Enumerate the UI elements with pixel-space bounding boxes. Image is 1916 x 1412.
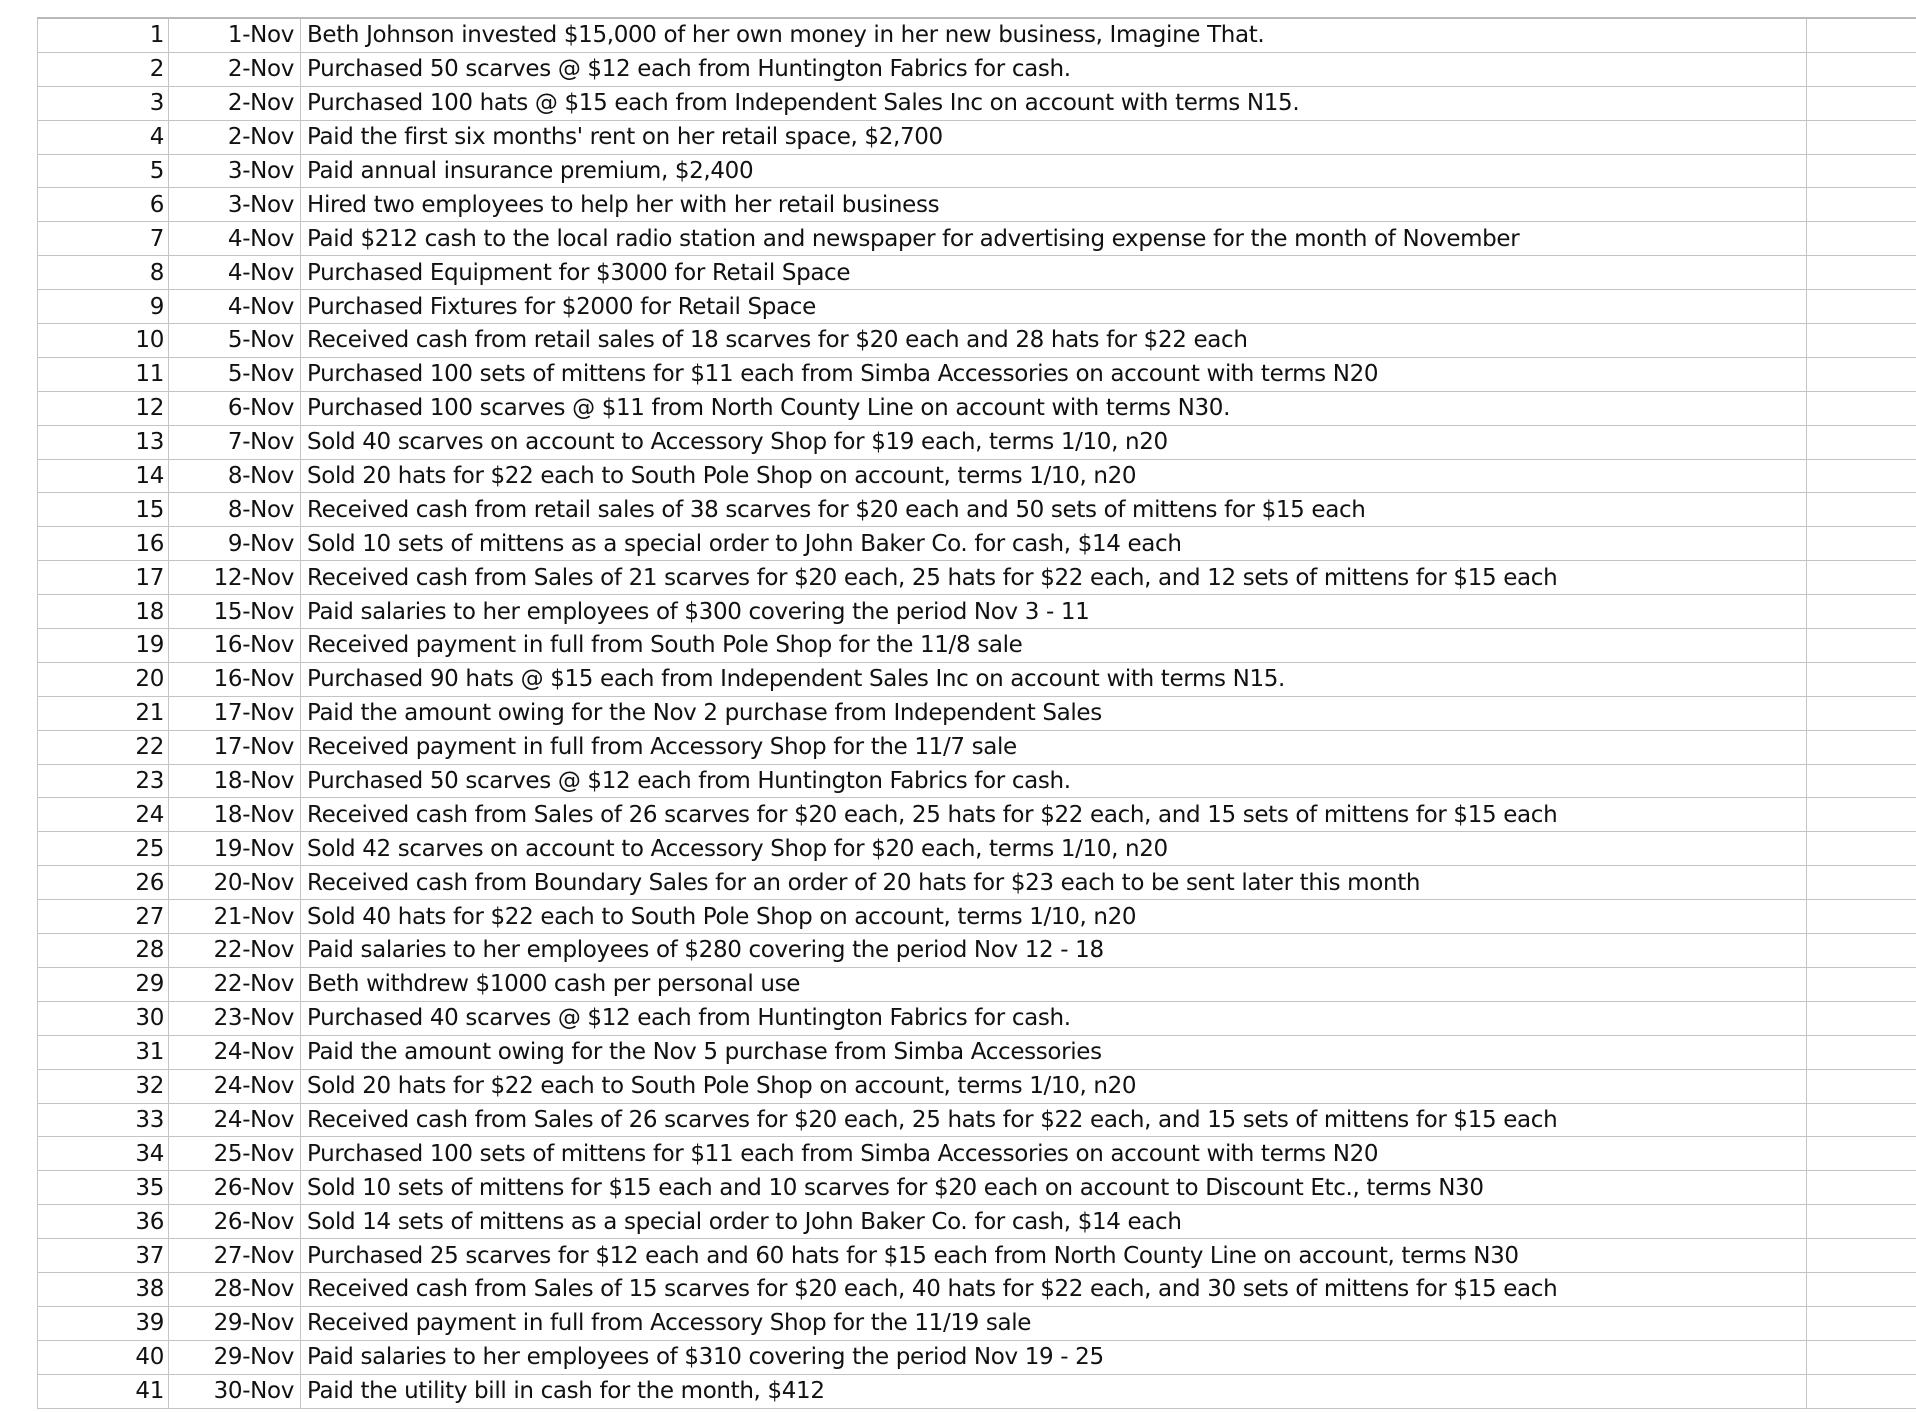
description-cell[interactable]: Paid salaries to her employees of $300 covering the period Nov 3 - 11 bbox=[301, 595, 1807, 628]
row-number-cell[interactable]: 29 bbox=[37, 968, 169, 1001]
date-cell[interactable]: 19-Nov bbox=[169, 832, 301, 865]
description-cell[interactable]: Paid $212 cash to the local radio station and newspaper for advertising expense for the month of November bbox=[301, 222, 1807, 255]
description-cell[interactable]: Sold 10 sets of mittens as a special order to John Baker Co. for cash, $14 each bbox=[301, 527, 1807, 560]
row-number-cell[interactable]: 23 bbox=[37, 765, 169, 798]
row-number-cell[interactable]: 7 bbox=[37, 222, 169, 255]
empty-cell[interactable] bbox=[1807, 324, 1916, 357]
empty-cell[interactable] bbox=[1807, 934, 1916, 967]
description-cell[interactable]: Purchased 25 scarves for $12 each and 60 hats for $15 each from North County Line on account, terms N30 bbox=[301, 1239, 1807, 1272]
description-cell[interactable]: Sold 42 scarves on account to Accessory Shop for $20 each, terms 1/10, n20 bbox=[301, 832, 1807, 865]
table-row bbox=[37, 188, 1916, 222]
description-cell[interactable]: Received cash from Boundary Sales for an order of 20 hats for $23 each to be sent later this month bbox=[301, 866, 1807, 899]
empty-cell[interactable] bbox=[1807, 1137, 1916, 1170]
description-cell[interactable]: Purchased 100 sets of mittens for $11 each from Simba Accessories on account with terms N20 bbox=[301, 1137, 1807, 1170]
empty-cell[interactable] bbox=[1807, 222, 1916, 255]
empty-cell[interactable] bbox=[1807, 1171, 1916, 1204]
row-number-cell[interactable]: 32 bbox=[37, 1070, 169, 1103]
table-row bbox=[37, 832, 1916, 866]
empty-cell[interactable] bbox=[1807, 155, 1916, 188]
row-number-cell[interactable]: 34 bbox=[37, 1137, 169, 1170]
row-number-cell[interactable]: 14 bbox=[37, 460, 169, 493]
row-number-cell[interactable]: 25 bbox=[37, 832, 169, 865]
row-number-cell[interactable]: 40 bbox=[37, 1341, 169, 1374]
empty-cell[interactable] bbox=[1807, 121, 1916, 154]
table-row bbox=[37, 155, 1916, 189]
table-row bbox=[37, 595, 1916, 629]
empty-cell[interactable] bbox=[1807, 595, 1916, 628]
description-cell[interactable]: Hired two employees to help her with her retail business bbox=[301, 188, 1807, 221]
date-cell[interactable]: 29-Nov bbox=[169, 1307, 301, 1340]
description-cell[interactable]: Sold 40 hats for $22 each to South Pole Shop on account, terms 1/10, n20 bbox=[301, 900, 1807, 933]
table-row bbox=[37, 900, 1916, 934]
row-number-cell[interactable]: 31 bbox=[37, 1036, 169, 1069]
empty-cell[interactable] bbox=[1807, 256, 1916, 289]
empty-cell[interactable] bbox=[1807, 19, 1916, 52]
row-number-cell[interactable]: 13 bbox=[37, 426, 169, 459]
row-number-cell[interactable]: 21 bbox=[37, 697, 169, 730]
date-cell[interactable]: 22-Nov bbox=[169, 968, 301, 1001]
row-number-cell[interactable]: 4 bbox=[37, 121, 169, 154]
row-number-cell[interactable]: 9 bbox=[37, 290, 169, 323]
row-number-cell[interactable]: 5 bbox=[37, 155, 169, 188]
table-row bbox=[37, 1307, 1916, 1341]
date-cell[interactable]: 20-Nov bbox=[169, 866, 301, 899]
description-cell[interactable]: Paid salaries to her employees of $310 covering the period Nov 19 - 25 bbox=[301, 1341, 1807, 1374]
table-row bbox=[37, 663, 1916, 697]
date-cell[interactable]: 3-Nov bbox=[169, 188, 301, 221]
empty-cell[interactable] bbox=[1807, 1273, 1916, 1306]
table-row bbox=[37, 1171, 1916, 1205]
date-cell[interactable]: 28-Nov bbox=[169, 1273, 301, 1306]
table-row bbox=[37, 968, 1916, 1002]
description-cell[interactable]: Purchased Fixtures for $2000 for Retail Space bbox=[301, 290, 1807, 323]
empty-cell[interactable] bbox=[1807, 629, 1916, 662]
table-row bbox=[37, 1341, 1916, 1375]
date-cell[interactable]: 29-Nov bbox=[169, 1341, 301, 1374]
table-row bbox=[37, 629, 1916, 663]
row-number-cell[interactable]: 6 bbox=[37, 188, 169, 221]
description-cell[interactable]: Received cash from retail sales of 18 scarves for $20 each and 28 hats for $22 each bbox=[301, 324, 1807, 357]
table-row bbox=[37, 1375, 1916, 1409]
empty-cell[interactable] bbox=[1807, 460, 1916, 493]
table-row bbox=[37, 1273, 1916, 1307]
table-row bbox=[37, 493, 1916, 527]
empty-cell[interactable] bbox=[1807, 87, 1916, 120]
row-number-cell[interactable]: 16 bbox=[37, 527, 169, 560]
table-row bbox=[37, 1002, 1916, 1036]
table-row bbox=[37, 460, 1916, 494]
row-number-cell[interactable]: 20 bbox=[37, 663, 169, 696]
date-cell[interactable]: 4-Nov bbox=[169, 256, 301, 289]
row-number-cell[interactable]: 36 bbox=[37, 1205, 169, 1238]
description-cell[interactable]: Purchased 100 sets of mittens for $11 each from Simba Accessories on account with terms N20 bbox=[301, 358, 1807, 391]
row-number-cell[interactable]: 30 bbox=[37, 1002, 169, 1035]
empty-cell[interactable] bbox=[1807, 1205, 1916, 1238]
row-number-cell[interactable]: 37 bbox=[37, 1239, 169, 1272]
row-number-cell[interactable]: 22 bbox=[37, 731, 169, 764]
date-cell[interactable]: 25-Nov bbox=[169, 1137, 301, 1170]
row-number-cell[interactable]: 26 bbox=[37, 866, 169, 899]
description-cell[interactable]: Received payment in full from Accessory Shop for the 11/19 sale bbox=[301, 1307, 1807, 1340]
table-row bbox=[37, 256, 1916, 290]
table-row bbox=[37, 358, 1916, 392]
description-cell[interactable]: Beth withdrew $1000 cash per personal use bbox=[301, 968, 1807, 1001]
empty-cell[interactable] bbox=[1807, 188, 1916, 221]
row-number-cell[interactable]: 27 bbox=[37, 900, 169, 933]
description-cell[interactable]: Sold 14 sets of mittens as a special order to John Baker Co. for cash, $14 each bbox=[301, 1205, 1807, 1238]
date-cell[interactable]: 24-Nov bbox=[169, 1070, 301, 1103]
empty-cell[interactable] bbox=[1807, 561, 1916, 594]
date-cell[interactable]: 17-Nov bbox=[169, 731, 301, 764]
table-row bbox=[37, 1239, 1916, 1273]
description-cell[interactable]: Purchased 90 hats @ $15 each from Independent Sales Inc on account with terms N15. bbox=[301, 663, 1807, 696]
description-cell[interactable]: Purchased 50 scarves @ $12 each from Huntington Fabrics for cash. bbox=[301, 765, 1807, 798]
date-cell[interactable]: 2-Nov bbox=[169, 87, 301, 120]
table-row bbox=[37, 1070, 1916, 1104]
description-cell[interactable]: Purchased 50 scarves @ $12 each from Huntington Fabrics for cash. bbox=[301, 53, 1807, 86]
row-number-cell[interactable]: 11 bbox=[37, 358, 169, 391]
date-cell[interactable]: 21-Nov bbox=[169, 900, 301, 933]
empty-cell[interactable] bbox=[1807, 1036, 1916, 1069]
empty-cell[interactable] bbox=[1807, 426, 1916, 459]
description-cell[interactable]: Received cash from Sales of 21 scarves for $20 each, 25 hats for $22 each, and 12 sets of mittens for $15 each bbox=[301, 561, 1807, 594]
row-number-cell[interactable]: 15 bbox=[37, 493, 169, 526]
description-cell[interactable]: Beth Johnson invested $15,000 of her own money in her new business, Imagine That. bbox=[301, 19, 1807, 52]
date-cell[interactable]: 17-Nov bbox=[169, 697, 301, 730]
empty-cell[interactable] bbox=[1807, 765, 1916, 798]
row-number-cell[interactable]: 2 bbox=[37, 53, 169, 86]
date-cell[interactable]: 3-Nov bbox=[169, 155, 301, 188]
table-row bbox=[37, 934, 1916, 968]
date-cell[interactable]: 4-Nov bbox=[169, 222, 301, 255]
date-cell[interactable]: 12-Nov bbox=[169, 561, 301, 594]
table-row bbox=[37, 697, 1916, 731]
empty-cell[interactable] bbox=[1807, 663, 1916, 696]
date-cell[interactable]: 22-Nov bbox=[169, 934, 301, 967]
description-cell[interactable]: Purchased 40 scarves @ $12 each from Huntington Fabrics for cash. bbox=[301, 1002, 1807, 1035]
date-cell[interactable]: 16-Nov bbox=[169, 663, 301, 696]
empty-cell[interactable] bbox=[1807, 1307, 1916, 1340]
empty-cell[interactable] bbox=[1807, 1341, 1916, 1374]
empty-cell[interactable] bbox=[1807, 1002, 1916, 1035]
description-cell[interactable]: Received cash from Sales of 15 scarves for $20 each, 40 hats for $22 each, and 30 sets of mittens for $15 each bbox=[301, 1273, 1807, 1306]
description-cell[interactable]: Sold 20 hats for $22 each to South Pole Shop on account, terms 1/10, n20 bbox=[301, 1070, 1807, 1103]
row-number-cell[interactable]: 10 bbox=[37, 324, 169, 357]
description-cell[interactable]: Paid salaries to her employees of $280 covering the period Nov 12 - 18 bbox=[301, 934, 1807, 967]
row-number-cell[interactable]: 33 bbox=[37, 1104, 169, 1137]
description-cell[interactable]: Received cash from Sales of 26 scarves for $20 each, 25 hats for $22 each, and 15 sets of mittens for $15 each bbox=[301, 1104, 1807, 1137]
table-row bbox=[37, 527, 1916, 561]
description-cell[interactable]: Sold 10 sets of mittens for $15 each and 10 scarves for $20 each on account to Discount Etc., terms N30 bbox=[301, 1171, 1807, 1204]
description-cell[interactable]: Received cash from Sales of 26 scarves for $20 each, 25 hats for $22 each, and 15 sets of mittens for $15 each bbox=[301, 798, 1807, 831]
date-cell[interactable]: 2-Nov bbox=[169, 121, 301, 154]
empty-cell[interactable] bbox=[1807, 798, 1916, 831]
table-row bbox=[37, 765, 1916, 799]
table-row bbox=[37, 19, 1916, 53]
row-number-cell[interactable]: 17 bbox=[37, 561, 169, 594]
row-number-cell[interactable]: 35 bbox=[37, 1171, 169, 1204]
date-cell[interactable]: 9-Nov bbox=[169, 527, 301, 560]
row-number-cell[interactable]: 24 bbox=[37, 798, 169, 831]
description-cell[interactable]: Purchased 100 scarves @ $11 from North County Line on account with terms N30. bbox=[301, 392, 1807, 425]
date-cell[interactable]: 6-Nov bbox=[169, 392, 301, 425]
date-cell[interactable]: 16-Nov bbox=[169, 629, 301, 662]
description-cell[interactable]: Paid the utility bill in cash for the month, $412 bbox=[301, 1375, 1807, 1408]
description-cell[interactable]: Paid the amount owing for the Nov 2 purchase from Independent Sales bbox=[301, 697, 1807, 730]
date-cell[interactable]: 5-Nov bbox=[169, 358, 301, 391]
description-cell[interactable]: Paid annual insurance premium, $2,400 bbox=[301, 155, 1807, 188]
row-number-cell[interactable]: 3 bbox=[37, 87, 169, 120]
date-cell[interactable]: 7-Nov bbox=[169, 426, 301, 459]
row-number-cell[interactable]: 8 bbox=[37, 256, 169, 289]
empty-cell[interactable] bbox=[1807, 493, 1916, 526]
description-cell[interactable]: Sold 20 hats for $22 each to South Pole Shop on account, terms 1/10, n20 bbox=[301, 460, 1807, 493]
row-number-cell[interactable]: 41 bbox=[37, 1375, 169, 1408]
date-cell[interactable]: 8-Nov bbox=[169, 493, 301, 526]
empty-cell[interactable] bbox=[1807, 1070, 1916, 1103]
empty-cell[interactable] bbox=[1807, 290, 1916, 323]
date-cell[interactable]: 15-Nov bbox=[169, 595, 301, 628]
empty-cell[interactable] bbox=[1807, 1104, 1916, 1137]
description-cell[interactable]: Purchased 100 hats @ $15 each from Independent Sales Inc on account with terms N15. bbox=[301, 87, 1807, 120]
empty-cell[interactable] bbox=[1807, 832, 1916, 865]
table-row bbox=[37, 426, 1916, 460]
row-number-cell[interactable]: 1 bbox=[37, 19, 169, 52]
date-cell[interactable]: 5-Nov bbox=[169, 324, 301, 357]
description-cell[interactable]: Received payment in full from Accessory Shop for the 11/7 sale bbox=[301, 731, 1807, 764]
table-row bbox=[37, 222, 1916, 256]
date-cell[interactable]: 2-Nov bbox=[169, 53, 301, 86]
empty-cell[interactable] bbox=[1807, 900, 1916, 933]
row-number-cell[interactable]: 39 bbox=[37, 1307, 169, 1340]
date-cell[interactable]: 1-Nov bbox=[169, 19, 301, 52]
date-cell[interactable]: 24-Nov bbox=[169, 1036, 301, 1069]
row-number-cell[interactable]: 38 bbox=[37, 1273, 169, 1306]
table-row bbox=[37, 87, 1916, 121]
empty-cell[interactable] bbox=[1807, 1375, 1916, 1408]
empty-cell[interactable] bbox=[1807, 968, 1916, 1001]
table-row bbox=[37, 561, 1916, 595]
table-row bbox=[37, 290, 1916, 324]
empty-cell[interactable] bbox=[1807, 392, 1916, 425]
description-cell[interactable]: Paid the first six months' rent on her retail space, $2,700 bbox=[301, 121, 1807, 154]
row-number-cell[interactable]: 28 bbox=[37, 934, 169, 967]
empty-cell[interactable] bbox=[1807, 527, 1916, 560]
date-cell[interactable]: 8-Nov bbox=[169, 460, 301, 493]
table-row bbox=[37, 324, 1916, 358]
description-cell[interactable]: Purchased Equipment for $3000 for Retail Space bbox=[301, 256, 1807, 289]
date-cell[interactable]: 26-Nov bbox=[169, 1205, 301, 1238]
table-row bbox=[37, 1036, 1916, 1070]
empty-cell[interactable] bbox=[1807, 866, 1916, 899]
date-cell[interactable]: 18-Nov bbox=[169, 798, 301, 831]
date-cell[interactable]: 27-Nov bbox=[169, 1239, 301, 1272]
table-row bbox=[37, 731, 1916, 765]
row-number-cell[interactable]: 18 bbox=[37, 595, 169, 628]
description-cell[interactable]: Received payment in full from South Pole Shop for the 11/8 sale bbox=[301, 629, 1807, 662]
table-row bbox=[37, 53, 1916, 87]
row-number-cell[interactable]: 19 bbox=[37, 629, 169, 662]
description-cell[interactable]: Received cash from retail sales of 38 scarves for $20 each and 50 sets of mittens for $15 each bbox=[301, 493, 1807, 526]
description-cell[interactable]: Paid the amount owing for the Nov 5 purchase from Simba Accessories bbox=[301, 1036, 1807, 1069]
date-cell[interactable]: 26-Nov bbox=[169, 1171, 301, 1204]
empty-cell[interactable] bbox=[1807, 1239, 1916, 1272]
date-cell[interactable]: 18-Nov bbox=[169, 765, 301, 798]
table-row bbox=[37, 1137, 1916, 1171]
empty-cell[interactable] bbox=[1807, 358, 1916, 391]
row-number-cell[interactable]: 12 bbox=[37, 392, 169, 425]
date-cell[interactable]: 24-Nov bbox=[169, 1104, 301, 1137]
date-cell[interactable]: 4-Nov bbox=[169, 290, 301, 323]
empty-cell[interactable] bbox=[1807, 53, 1916, 86]
table-row bbox=[37, 1205, 1916, 1239]
date-cell[interactable]: 30-Nov bbox=[169, 1375, 301, 1408]
table-row bbox=[37, 121, 1916, 155]
description-cell[interactable]: Sold 40 scarves on account to Accessory Shop for $19 each, terms 1/10, n20 bbox=[301, 426, 1807, 459]
table-row bbox=[37, 866, 1916, 900]
empty-cell[interactable] bbox=[1807, 731, 1916, 764]
empty-cell[interactable] bbox=[1807, 697, 1916, 730]
table-row bbox=[37, 798, 1916, 832]
table-row bbox=[37, 392, 1916, 426]
date-cell[interactable]: 23-Nov bbox=[169, 1002, 301, 1035]
transactions-sheet bbox=[37, 17, 1916, 1409]
table-row bbox=[37, 1104, 1916, 1138]
